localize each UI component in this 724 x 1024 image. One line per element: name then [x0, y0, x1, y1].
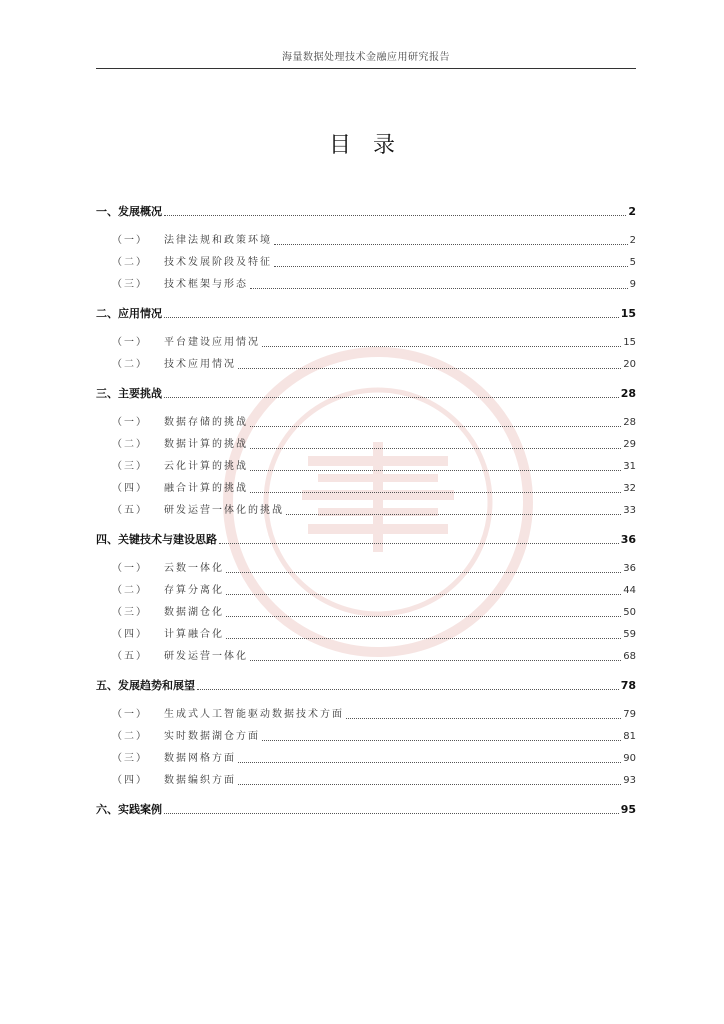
toc-leader-dots	[286, 513, 621, 515]
toc-subsection-label: 实时数据湖仓方面	[164, 731, 260, 742]
toc-subsection-label: 数据编织方面	[164, 775, 236, 786]
toc-subsection-label: 技术发展阶段及特征	[164, 257, 272, 268]
toc-subsection-page: 90	[623, 753, 636, 764]
toc-subsection-number: （二）	[112, 359, 148, 370]
toc-subsection-row[interactable]	[96, 726, 636, 744]
page-header	[96, 44, 636, 69]
toc-leader-dots	[250, 469, 621, 471]
toc-section-page: 95	[620, 803, 636, 816]
toc-leader-dots	[250, 659, 621, 661]
toc-subsection-label: 计算融合化	[164, 629, 224, 640]
toc-section-label: 实践案例	[118, 803, 162, 816]
toc-subsection-label: 数据网格方面	[164, 753, 236, 764]
toc-subsection-page: 15	[623, 337, 636, 348]
toc-subsection-row[interactable]	[96, 274, 636, 292]
toc-subsection-row[interactable]	[96, 252, 636, 270]
toc-leader-dots	[226, 571, 621, 573]
toc-subsection-page: 36	[623, 563, 636, 574]
toc-subsection-row[interactable]	[96, 230, 636, 248]
toc-section-page: 2	[628, 205, 636, 218]
toc-section-label: 关键技术与建设思路	[118, 533, 217, 546]
toc-subsection-label: 融合计算的挑战	[164, 483, 248, 494]
toc-subsection-page: 28	[623, 417, 636, 428]
toc-subsection-label: 存算分离化	[164, 585, 224, 596]
toc-section-row[interactable]	[96, 529, 636, 547]
toc-subsection-number: （三）	[112, 279, 148, 290]
toc-subsection-number: （五）	[112, 651, 148, 662]
toc-leader-dots	[274, 243, 628, 245]
toc-subsection-label: 平台建设应用情况	[164, 337, 260, 348]
toc-leader-dots	[164, 812, 619, 814]
toc-subsection-number: （一）	[112, 417, 148, 428]
toc-subsection-page: 32	[623, 483, 636, 494]
toc-leader-dots	[226, 615, 621, 617]
toc-section-page: 28	[620, 387, 636, 400]
toc-leader-dots	[250, 447, 621, 449]
toc-subsection-page: 93	[623, 775, 636, 786]
toc-subsection-row[interactable]	[96, 624, 636, 642]
toc-section-number: 六、	[96, 803, 118, 816]
toc-subsection-page: 79	[623, 709, 636, 720]
toc-subsection-row[interactable]	[96, 332, 636, 350]
toc-subsection-page: 29	[623, 439, 636, 450]
toc-subsection-page: 9	[629, 279, 636, 290]
toc-section-label: 发展趋势和展望	[118, 679, 195, 692]
toc-subsection-label: 云数一体化	[164, 563, 224, 574]
toc-subsection-page: 5	[629, 257, 636, 268]
toc-leader-dots	[250, 287, 628, 289]
toc-subsection-page: 44	[623, 585, 636, 596]
toc-subsection-page: 81	[623, 731, 636, 742]
toc-subsection-row[interactable]	[96, 580, 636, 598]
toc-section-page: 78	[620, 679, 636, 692]
toc-subsection-row[interactable]	[96, 456, 636, 474]
toc-subsection-row[interactable]	[96, 412, 636, 430]
toc-subsection-row[interactable]	[96, 704, 636, 722]
toc-subsection-number: （四）	[112, 483, 148, 494]
toc-subsection-number: （四）	[112, 629, 148, 640]
toc-subsection-number: （三）	[112, 607, 148, 618]
toc-leader-dots	[238, 367, 621, 369]
toc-subsection-row[interactable]	[96, 602, 636, 620]
toc-subsection-row[interactable]	[96, 748, 636, 766]
toc-subsection-label: 技术框架与形态	[164, 279, 248, 290]
toc-subsection-page: 2	[629, 235, 636, 246]
toc-leader-dots	[219, 542, 619, 544]
toc-subsection-label: 法律法规和政策环境	[164, 235, 272, 246]
toc-subsection-page: 50	[623, 607, 636, 618]
toc-section-label: 发展概况	[118, 205, 162, 218]
toc-section-page: 15	[620, 307, 636, 320]
toc-subsection-label: 技术应用情况	[164, 359, 236, 370]
toc-section-row[interactable]	[96, 675, 636, 693]
toc-subsection-label: 数据湖仓化	[164, 607, 224, 618]
toc-subsection-number: （一）	[112, 563, 148, 574]
toc-subsection-row[interactable]	[96, 478, 636, 496]
toc-subsection-row[interactable]	[96, 500, 636, 518]
toc-section-row[interactable]	[96, 201, 636, 219]
header-title: 海量数据处理技术金融应用研究报告	[282, 52, 450, 63]
toc-leader-dots	[226, 637, 621, 639]
toc-subsection-row[interactable]	[96, 354, 636, 372]
toc-subsection-row[interactable]	[96, 646, 636, 664]
toc-subsection-label: 云化计算的挑战	[164, 461, 248, 472]
toc-subsection-page: 59	[623, 629, 636, 640]
toc-section-number: 四、	[96, 533, 118, 546]
toc-leader-dots	[262, 739, 621, 741]
toc-leader-dots	[262, 345, 621, 347]
toc-section-label: 主要挑战	[118, 387, 162, 400]
toc-section-row[interactable]	[96, 303, 636, 321]
toc-subsection-number: （二）	[112, 257, 148, 268]
toc-subsection-number: （二）	[112, 439, 148, 450]
toc-subsection-row[interactable]	[96, 770, 636, 788]
toc-title: 目录	[328, 133, 417, 158]
toc-subsection-number: （二）	[112, 731, 148, 742]
toc-leader-dots	[197, 688, 619, 690]
toc-leader-dots	[250, 425, 621, 427]
toc-leader-dots	[164, 396, 619, 398]
toc-leader-dots	[164, 316, 619, 318]
toc-subsection-page: 68	[623, 651, 636, 662]
toc-subsection-number: （一）	[112, 337, 148, 348]
toc-section-number: 二、	[96, 307, 118, 320]
toc-subsection-number: （一）	[112, 235, 148, 246]
toc-leader-dots	[238, 783, 621, 785]
toc-subsection-row[interactable]	[96, 434, 636, 452]
toc-section-row[interactable]	[96, 383, 636, 401]
toc-subsection-number: （四）	[112, 775, 148, 786]
toc-subsection-number: （三）	[112, 461, 148, 472]
toc-section-number: 三、	[96, 387, 118, 400]
toc-leader-dots	[226, 593, 621, 595]
toc-leader-dots	[250, 491, 621, 493]
toc-leader-dots	[238, 761, 621, 763]
toc-subsection-label: 研发运营一体化	[164, 651, 248, 662]
toc-subsection-label: 生成式人工智能驱动数据技术方面	[164, 709, 344, 720]
toc-section-number: 一、	[96, 205, 118, 218]
toc-subsection-label: 研发运营一体化的挑战	[164, 505, 284, 516]
toc-leader-dots	[164, 214, 626, 216]
toc-subsection-row[interactable]	[96, 558, 636, 576]
toc-section-page: 36	[620, 533, 636, 546]
toc-subsection-number: （二）	[112, 585, 148, 596]
toc-subsection-number: （三）	[112, 753, 148, 764]
toc-subsection-number: （一）	[112, 709, 148, 720]
toc-leader-dots	[346, 717, 621, 719]
toc-subsection-label: 数据计算的挑战	[164, 439, 248, 450]
toc-subsection-number: （五）	[112, 505, 148, 516]
toc-section-label: 应用情况	[118, 307, 162, 320]
toc-section-row[interactable]	[96, 799, 636, 817]
toc-section-number: 五、	[96, 679, 118, 692]
toc-leader-dots	[274, 265, 628, 267]
toc-subsection-page: 20	[623, 359, 636, 370]
toc-subsection-page: 31	[623, 461, 636, 472]
toc-subsection-page: 33	[623, 505, 636, 516]
toc-subsection-label: 数据存储的挑战	[164, 417, 248, 428]
